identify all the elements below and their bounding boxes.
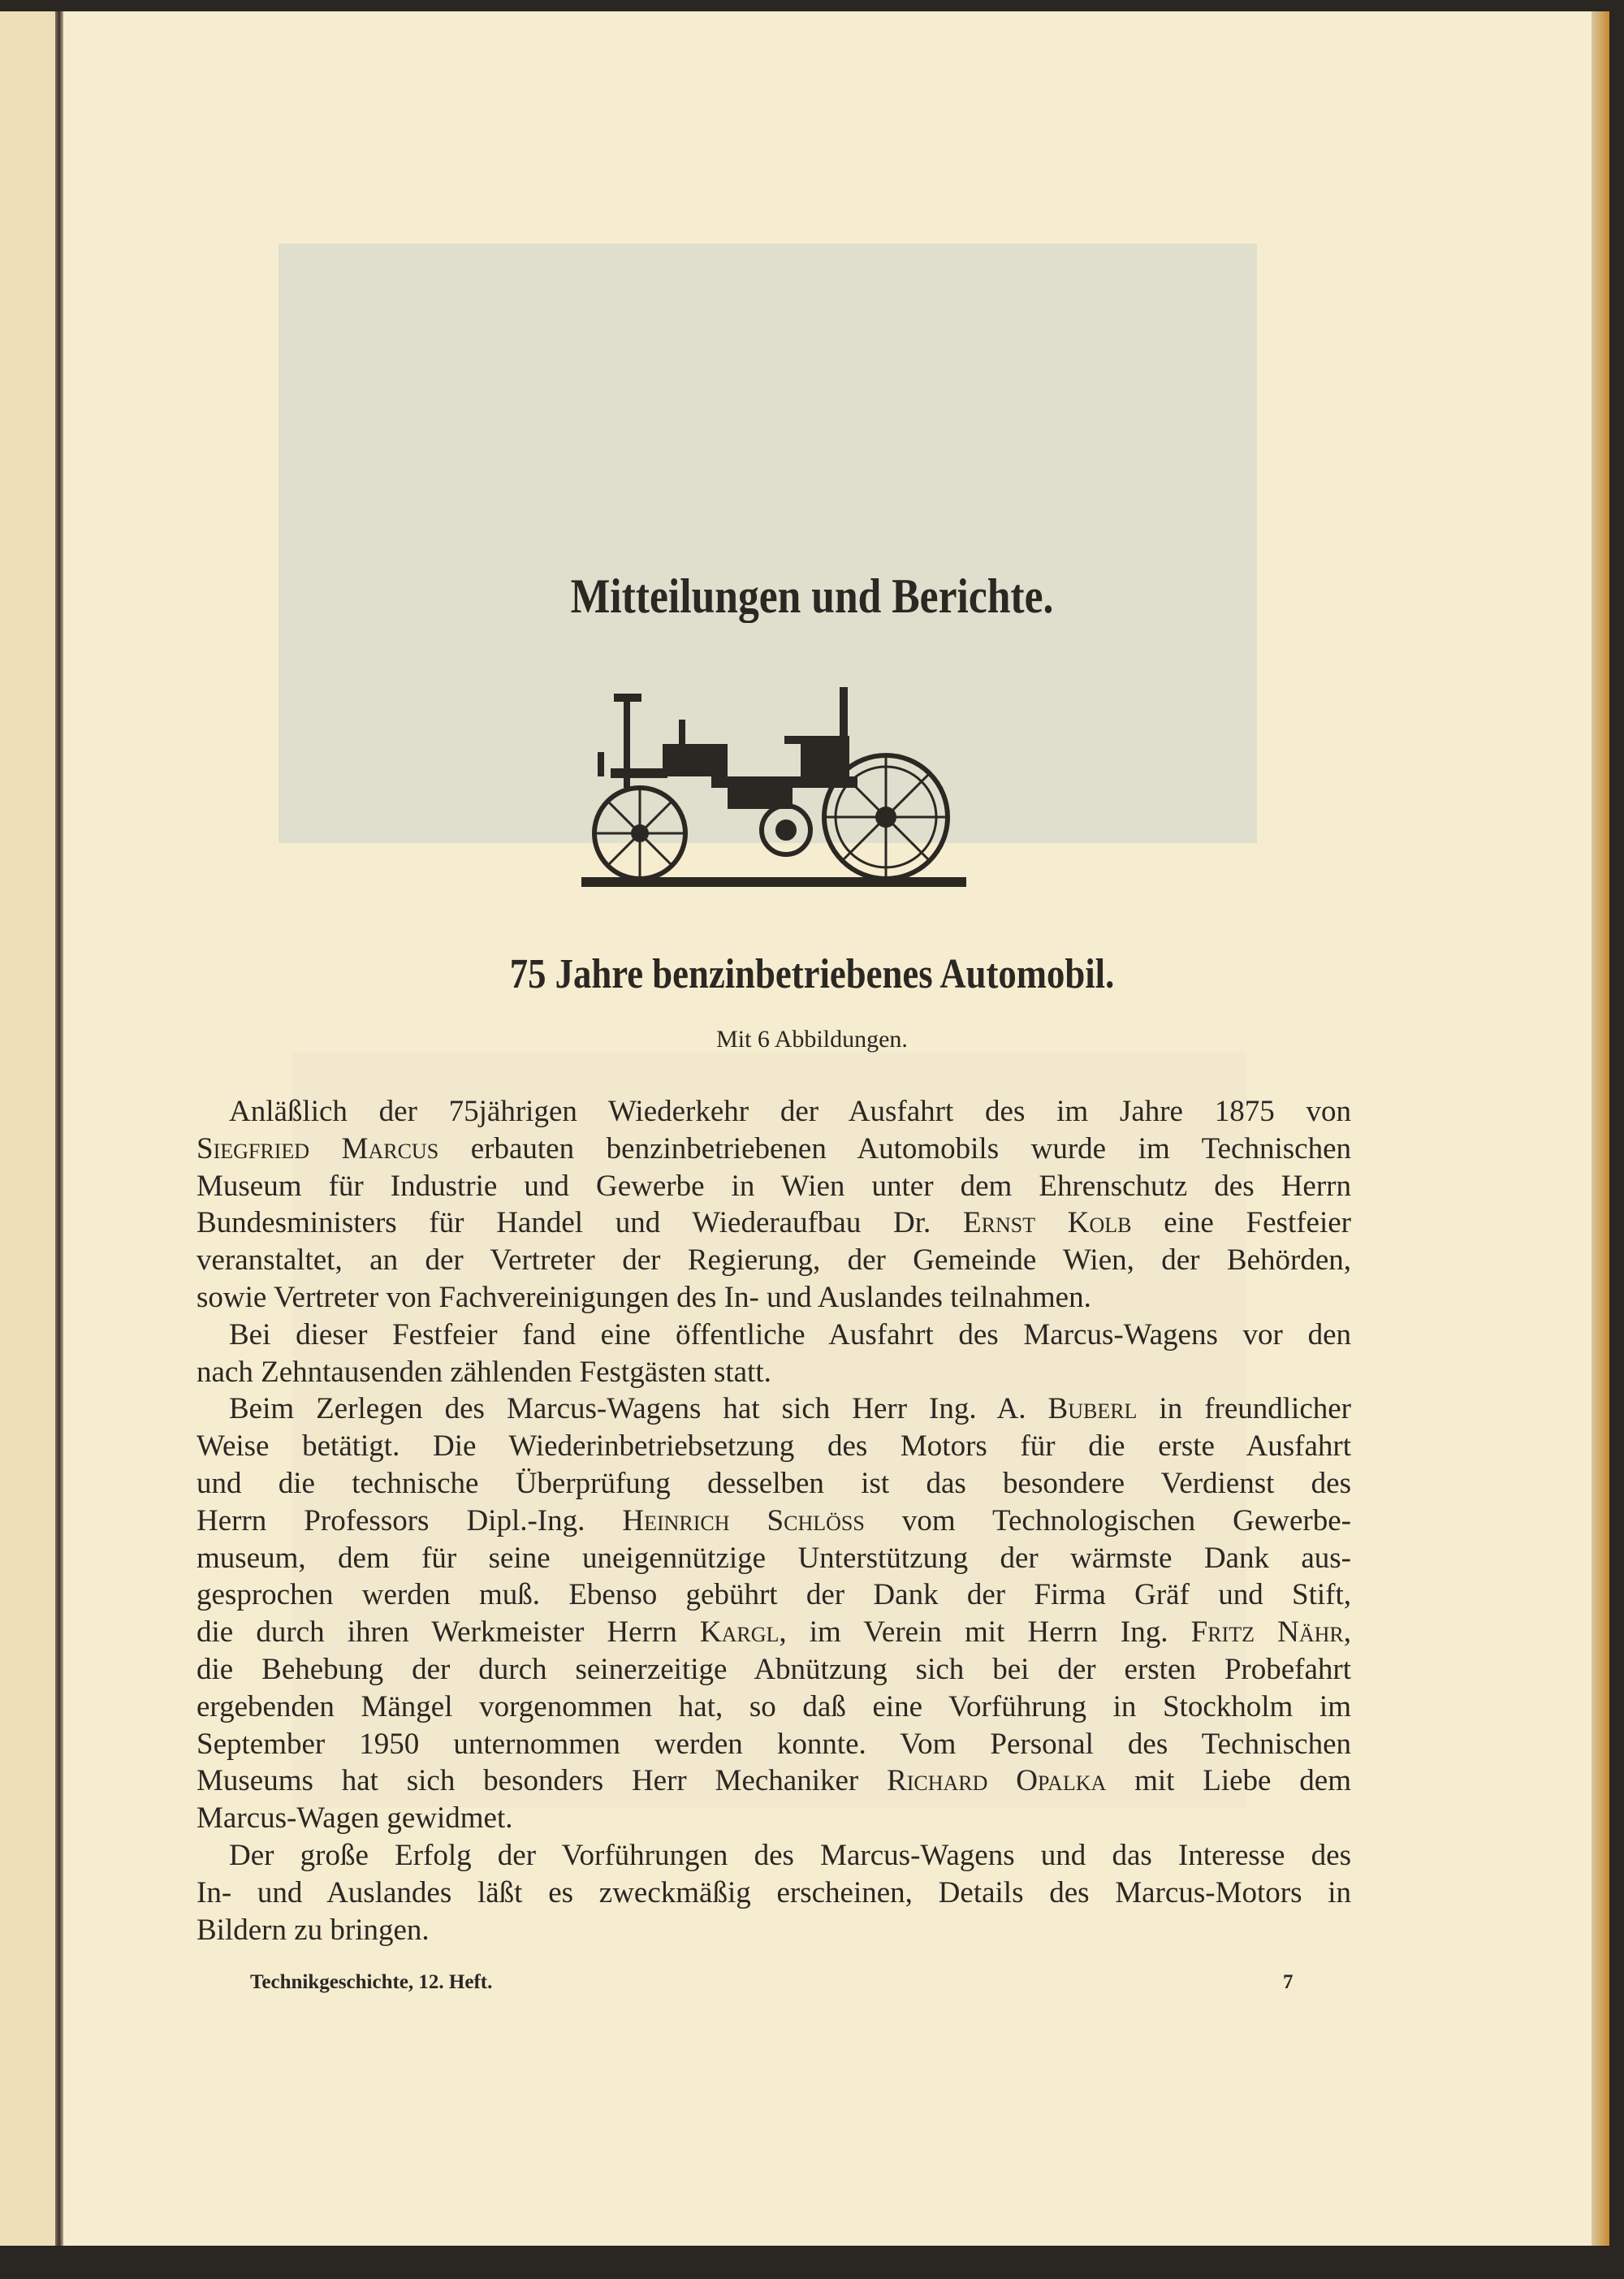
text-segment: Museum für Industrie und Gewerbe in Wien unter dem Ehrenschutz des Herrn bbox=[197, 1169, 1351, 1203]
text-line bbox=[197, 1354, 1351, 1391]
text-line bbox=[197, 1428, 1351, 1465]
person-name: Buberl bbox=[1047, 1392, 1138, 1426]
text-segment: gesprochen werden muß. Ebenso gebührt der Dank der Firma Gräf und Stift, bbox=[197, 1578, 1351, 1612]
paragraph bbox=[197, 1093, 1351, 1317]
text-segment: Bildern zu bringen. bbox=[197, 1913, 430, 1947]
text-line bbox=[197, 1279, 1351, 1317]
text-segment: vom Technologischen Gewerbe- bbox=[864, 1503, 1351, 1537]
text-segment: in freundlicher bbox=[1137, 1392, 1351, 1426]
person-name: Fritz Nähr bbox=[1190, 1615, 1344, 1650]
text-segment: Der große Erfolg der Vorführungen des Marcus-Wagens und das Interesse des bbox=[229, 1838, 1351, 1872]
person-name: Richard Opalka bbox=[887, 1764, 1107, 1798]
text-segment: Bundesministers für Handel und Wiederaufbau Dr. bbox=[197, 1206, 964, 1240]
text-segment: sowie Vertreter von Fachvereinigungen des In- und Auslandes teilnahmen. bbox=[197, 1280, 1091, 1314]
text-segment: museum, dem für seine uneigennützige Unterstützung der wärmste Dank aus- bbox=[197, 1541, 1351, 1575]
text-line bbox=[197, 1800, 1351, 1837]
text-line bbox=[197, 1465, 1351, 1503]
text-segment: Weise betätigt. Die Wiederinbetriebsetzung des Motors für die erste Ausfahrt bbox=[197, 1429, 1351, 1464]
text-segment: , im Verein mit Herrn Ing. bbox=[779, 1615, 1191, 1650]
text-line bbox=[197, 1503, 1351, 1540]
vintage-automobile-icon bbox=[581, 687, 966, 893]
person-name: Heinrich Schlöss bbox=[622, 1503, 865, 1537]
article-title: 75 Jahre benzinbetriebenes Automobil. bbox=[509, 951, 1115, 997]
article-body bbox=[197, 1093, 1351, 1948]
person-name: Kargl bbox=[699, 1615, 780, 1650]
text-line bbox=[197, 1204, 1351, 1242]
text-line bbox=[197, 1093, 1351, 1131]
text-line bbox=[197, 1875, 1351, 1912]
text-segment: In- und Auslandes läßt es zweckmäßig erscheinen, Details des Marcus-Motors in bbox=[197, 1875, 1351, 1909]
paragraph bbox=[197, 1317, 1351, 1391]
text-line bbox=[197, 1390, 1351, 1428]
text-segment: erbauten benzinbetriebenen Automobils wurde im Technischen bbox=[438, 1131, 1351, 1165]
text-segment: mit Liebe dem bbox=[1106, 1764, 1351, 1798]
signature-mark: 7 bbox=[1283, 1971, 1294, 1993]
text-line bbox=[197, 1317, 1351, 1354]
text-line bbox=[197, 1726, 1351, 1763]
page-right-edge bbox=[1592, 11, 1609, 2246]
text-segment: September 1950 unternommen werden konnte. Vom Personal des Technischen bbox=[197, 1727, 1351, 1761]
text-segment: die Behebung der durch seinerzeitige Abnützung sich bei der ersten Probefahrt bbox=[197, 1652, 1351, 1686]
journal-footer: Technikgeschichte, 12. Heft. bbox=[250, 1971, 493, 1993]
scan-background bbox=[0, 2246, 1624, 2279]
paragraph bbox=[197, 1837, 1351, 1948]
text-segment: nach Zehntausenden zählenden Festgästen statt. bbox=[197, 1355, 771, 1389]
text-line bbox=[197, 1912, 1351, 1949]
text-segment: ergebenden Mängel vorgenommen hat, so daß eine Vorführung in Stockholm im bbox=[197, 1689, 1351, 1723]
text-segment: Herrn Professors Dipl.-Ing. bbox=[197, 1503, 623, 1537]
person-name: Siegfried Marcus bbox=[197, 1131, 439, 1165]
text-line bbox=[197, 1131, 1351, 1168]
text-line bbox=[197, 1576, 1351, 1614]
text-line bbox=[197, 1242, 1351, 1279]
text-line bbox=[197, 1651, 1351, 1689]
person-name: Ernst Kolb bbox=[963, 1206, 1132, 1240]
text-line bbox=[197, 1168, 1351, 1205]
text-segment: eine Festfeier bbox=[1131, 1206, 1351, 1240]
book-gutter bbox=[0, 11, 55, 2246]
text-segment: veranstaltet, an der Vertreter der Regierung, der Gemeinde Wien, der Behörden, bbox=[197, 1243, 1351, 1278]
text-line bbox=[197, 1762, 1351, 1800]
text-line bbox=[197, 1614, 1351, 1651]
text-segment: und die technische Überprüfung desselben ist das besondere Verdienst des bbox=[197, 1466, 1351, 1500]
article-subtitle: Mit 6 Abbildungen. bbox=[716, 1026, 908, 1053]
text-segment: Bei dieser Festfeier fand eine öffentliche Ausfahrt des Marcus-Wagens vor den bbox=[229, 1317, 1351, 1351]
page-binding-edge bbox=[55, 11, 63, 2246]
text-segment: Marcus-Wagen gewidmet. bbox=[197, 1801, 513, 1836]
text-line bbox=[197, 1540, 1351, 1577]
text-segment: die durch ihren Werkmeister Herrn bbox=[197, 1615, 700, 1650]
text-line bbox=[197, 1837, 1351, 1875]
text-segment: Beim Zerlegen des Marcus-Wagens hat sich Herr Ing. A. bbox=[229, 1392, 1048, 1426]
section-heading: Mitteilungen und Berichte. bbox=[570, 569, 1054, 623]
text-line bbox=[197, 1689, 1351, 1726]
text-segment: , bbox=[1343, 1615, 1351, 1650]
text-segment: Anläßlich der 75jährigen Wiederkehr der Ausfahrt des im Jahre 1875 von bbox=[229, 1095, 1351, 1128]
paragraph bbox=[197, 1390, 1351, 1837]
text-segment: Museums hat sich besonders Herr Mechaniker bbox=[197, 1764, 888, 1798]
